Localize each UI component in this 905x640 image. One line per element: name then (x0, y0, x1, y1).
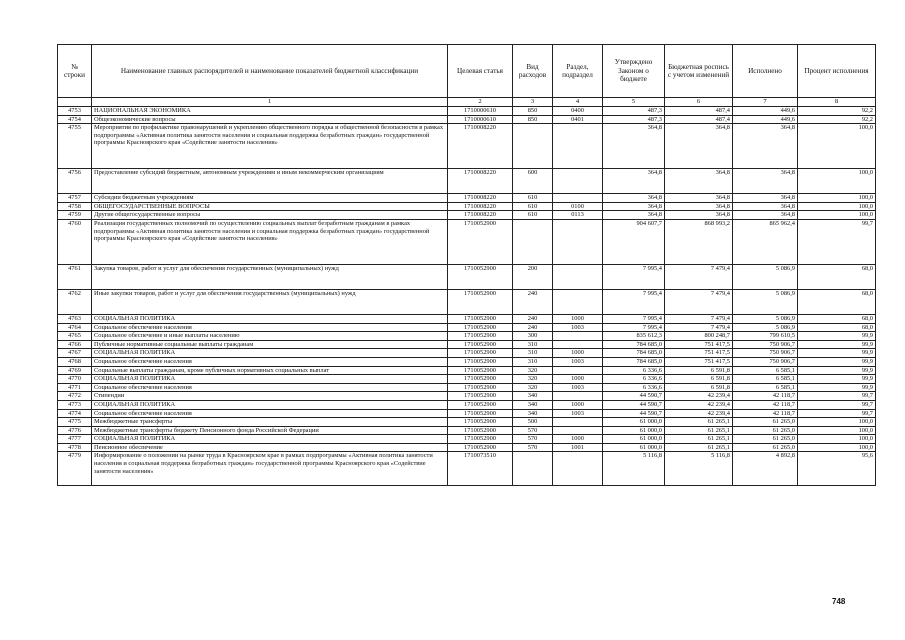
row-approved: 44 590,7 (603, 409, 665, 418)
row-target-article: 1710052900 (448, 264, 513, 289)
row-section (553, 392, 603, 401)
row-executed: 750 906,7 (733, 349, 798, 358)
row-percent: 100,0 (798, 194, 876, 203)
row-percent: 99,9 (798, 375, 876, 384)
table-row (58, 349, 876, 358)
table-row (58, 392, 876, 401)
row-executed: 42 118,7 (733, 392, 798, 401)
row-percent: 100,0 (798, 443, 876, 452)
row-name: Общеэкономические вопросы (92, 115, 448, 124)
column-number: 4 (553, 98, 603, 107)
column-number: 8 (798, 98, 876, 107)
row-budget-schedule: 6 591,8 (665, 383, 733, 392)
row-approved: 61 000,0 (603, 443, 665, 452)
row-expense-type: 570 (513, 435, 553, 444)
row-section (553, 418, 603, 427)
row-budget-schedule: 61 265,1 (665, 443, 733, 452)
row-expense-type: 310 (513, 349, 553, 358)
row-approved: 364,8 (603, 202, 665, 211)
row-executed: 364,8 (733, 169, 798, 194)
row-number: 4774 (58, 409, 92, 418)
row-executed: 865 962,4 (733, 219, 798, 264)
row-target-article: 1710052900 (448, 418, 513, 427)
row-executed: 750 906,7 (733, 340, 798, 349)
row-section: 0401 (553, 115, 603, 124)
row-executed: 799 610,5 (733, 332, 798, 341)
row-section (553, 124, 603, 169)
row-target-article: 1710000610 (448, 107, 513, 116)
row-approved: 61 000,0 (603, 426, 665, 435)
row-budget-schedule: 751 417,5 (665, 340, 733, 349)
row-name: Пенсионное обеспечение (92, 443, 448, 452)
table-row (58, 124, 876, 169)
table-row (58, 115, 876, 124)
row-name: Социальное обеспечение населения (92, 323, 448, 332)
row-percent: 68,0 (798, 314, 876, 323)
row-name: Предоставление субсидий бюджетным, автономным учреждениям и иным некоммерческим организациям (92, 169, 448, 194)
table-row (58, 323, 876, 332)
row-approved: 5 116,8 (603, 452, 665, 486)
row-target-article: 1710052900 (448, 409, 513, 418)
row-name: Публичные нормативные социальные выплаты гражданам (92, 340, 448, 349)
row-percent: 100,0 (798, 435, 876, 444)
row-percent: 99,9 (798, 332, 876, 341)
table-row (58, 409, 876, 418)
row-approved: 364,8 (603, 169, 665, 194)
row-target-article: 1710008220 (448, 124, 513, 169)
row-executed: 364,8 (733, 202, 798, 211)
table-row (58, 375, 876, 384)
row-budget-schedule: 487,4 (665, 107, 733, 116)
column-number (58, 98, 92, 107)
row-expense-type: 610 (513, 194, 553, 203)
column-number: 7 (733, 98, 798, 107)
row-name: Социальные выплаты гражданам, кроме публичных нормативных социальных выплат (92, 366, 448, 375)
row-section (553, 340, 603, 349)
row-section: 1000 (553, 349, 603, 358)
row-percent: 92,2 (798, 115, 876, 124)
row-approved: 487,3 (603, 107, 665, 116)
row-executed: 61 265,0 (733, 426, 798, 435)
row-executed: 750 906,7 (733, 357, 798, 366)
row-number: 4768 (58, 357, 92, 366)
row-target-article: 1710052900 (448, 314, 513, 323)
row-expense-type: 610 (513, 202, 553, 211)
row-target-article: 1710073510 (448, 452, 513, 486)
row-section: 1001 (553, 443, 603, 452)
header-target-article: Целевая статья (448, 45, 513, 98)
row-expense-type: 340 (513, 409, 553, 418)
header-name: Наименование главных распорядителей и наименование показателей бюджетной классификации (92, 45, 448, 98)
row-expense-type: 310 (513, 340, 553, 349)
row-section (553, 289, 603, 314)
document-page (57, 44, 875, 486)
row-percent: 99,9 (798, 340, 876, 349)
header-percent: Процент исполнения (798, 45, 876, 98)
row-percent: 99,7 (798, 400, 876, 409)
row-executed: 364,8 (733, 211, 798, 220)
header-section: Раздел, подраздел (553, 45, 603, 98)
row-executed: 42 118,7 (733, 409, 798, 418)
row-number: 4753 (58, 107, 92, 116)
row-section (553, 426, 603, 435)
table-row (58, 452, 876, 486)
row-approved: 61 000,0 (603, 418, 665, 427)
row-approved: 7 995,4 (603, 264, 665, 289)
row-target-article: 1710052900 (448, 332, 513, 341)
row-budget-schedule: 487,4 (665, 115, 733, 124)
table-body (58, 107, 876, 486)
row-target-article: 1710052900 (448, 289, 513, 314)
row-section (553, 169, 603, 194)
row-executed: 449,6 (733, 115, 798, 124)
row-expense-type: 240 (513, 323, 553, 332)
table-row (58, 314, 876, 323)
row-approved: 7 995,4 (603, 314, 665, 323)
row-number: 4755 (58, 124, 92, 169)
row-name: Мероприятия по профилактике правонарушений и укреплению общественного порядка и общественной безопасности в рамках подпрограммы «Активная политика занятости населения и социальная поддержка безработных граждан» государственной программы Красноярского края «Содействие занятости населения» (92, 124, 448, 169)
row-name: Иные закупки товаров, работ и услуг для обеспечения государственных (муниципальных) нужд (92, 289, 448, 314)
table-row (58, 219, 876, 264)
row-section (553, 366, 603, 375)
table-row (58, 194, 876, 203)
row-number: 4772 (58, 392, 92, 401)
row-budget-schedule: 7 479,4 (665, 264, 733, 289)
row-number: 4766 (58, 340, 92, 349)
row-expense-type: 320 (513, 383, 553, 392)
row-percent: 100,0 (798, 169, 876, 194)
row-number: 4761 (58, 264, 92, 289)
column-number: 3 (513, 98, 553, 107)
row-approved: 835 612,3 (603, 332, 665, 341)
header-budget-schedule: Бюджетная роспись с учетом изменений (665, 45, 733, 98)
row-expense-type: 320 (513, 366, 553, 375)
row-executed: 364,8 (733, 124, 798, 169)
row-expense-type: 240 (513, 289, 553, 314)
row-percent: 100,0 (798, 124, 876, 169)
row-target-article: 1710008220 (448, 211, 513, 220)
row-section: 1003 (553, 323, 603, 332)
table-row (58, 289, 876, 314)
row-name: ОБЩЕГОСУДАРСТВЕННЫЕ ВОПРОСЫ (92, 202, 448, 211)
row-section: 1003 (553, 383, 603, 392)
row-percent: 68,0 (798, 264, 876, 289)
row-expense-type: 570 (513, 443, 553, 452)
row-budget-schedule: 868 993,2 (665, 219, 733, 264)
row-percent: 99,7 (798, 392, 876, 401)
row-approved: 784 685,0 (603, 349, 665, 358)
row-expense-type: 300 (513, 332, 553, 341)
table-row (58, 443, 876, 452)
row-expense-type: 850 (513, 115, 553, 124)
row-number: 4763 (58, 314, 92, 323)
row-expense-type: 200 (513, 264, 553, 289)
header-approved: Утверждено Законом о бюджете (603, 45, 665, 98)
row-section (553, 194, 603, 203)
row-approved: 7 995,4 (603, 289, 665, 314)
row-budget-schedule: 751 417,5 (665, 349, 733, 358)
row-section: 0100 (553, 202, 603, 211)
row-number: 4759 (58, 211, 92, 220)
table-row (58, 426, 876, 435)
row-name: Стипендии (92, 392, 448, 401)
row-approved: 7 995,4 (603, 323, 665, 332)
row-name: Реализация государственных полномочий по осуществлению социальных выплат безработным гражданам в рамках подпрограммы «Активная политика занятости населения и социальная поддержка безработных граждан» государственной программы Красноярского края «Содействие занятости населения» (92, 219, 448, 264)
table-row (58, 366, 876, 375)
row-budget-schedule: 364,8 (665, 194, 733, 203)
table-row (58, 418, 876, 427)
row-approved: 784 685,0 (603, 340, 665, 349)
row-budget-schedule: 364,8 (665, 211, 733, 220)
row-budget-schedule: 42 239,4 (665, 392, 733, 401)
table-row (58, 400, 876, 409)
row-approved: 364,8 (603, 211, 665, 220)
row-target-article: 1710052900 (448, 340, 513, 349)
row-number: 4757 (58, 194, 92, 203)
header-executed: Исполнено (733, 45, 798, 98)
row-executed: 5 086,9 (733, 289, 798, 314)
row-name: НАЦИОНАЛЬНАЯ ЭКОНОМИКА (92, 107, 448, 116)
row-budget-schedule: 42 239,4 (665, 400, 733, 409)
row-number: 4771 (58, 383, 92, 392)
row-percent: 99,9 (798, 349, 876, 358)
row-target-article: 1710008220 (448, 169, 513, 194)
row-name: СОЦИАЛЬНАЯ ПОЛИТИКА (92, 400, 448, 409)
row-executed: 6 585,1 (733, 375, 798, 384)
row-executed: 5 086,9 (733, 314, 798, 323)
row-budget-schedule: 5 116,8 (665, 452, 733, 486)
row-section: 1000 (553, 375, 603, 384)
row-budget-schedule: 7 479,4 (665, 314, 733, 323)
row-number: 4756 (58, 169, 92, 194)
row-percent: 99,9 (798, 383, 876, 392)
row-executed: 6 585,1 (733, 366, 798, 375)
row-expense-type (513, 219, 553, 264)
row-target-article: 1710000610 (448, 115, 513, 124)
row-budget-schedule: 61 265,1 (665, 435, 733, 444)
row-expense-type: 610 (513, 211, 553, 220)
table-row (58, 340, 876, 349)
row-number: 4776 (58, 426, 92, 435)
row-percent: 99,7 (798, 409, 876, 418)
row-percent: 68,0 (798, 289, 876, 314)
row-percent: 95,6 (798, 452, 876, 486)
row-name: Закупка товаров, работ и услуг для обеспечения государственных (муниципальных) нужд (92, 264, 448, 289)
row-percent: 100,0 (798, 211, 876, 220)
row-approved: 61 000,0 (603, 435, 665, 444)
row-number: 4779 (58, 452, 92, 486)
row-number: 4765 (58, 332, 92, 341)
row-approved: 904 607,7 (603, 219, 665, 264)
row-budget-schedule: 42 239,4 (665, 409, 733, 418)
row-expense-type: 340 (513, 392, 553, 401)
row-approved: 44 590,7 (603, 392, 665, 401)
row-target-article: 1710008220 (448, 202, 513, 211)
row-executed: 61 265,0 (733, 443, 798, 452)
row-name: Межбюджетные трансферты бюджету Пенсионного фонда Российской Федерации (92, 426, 448, 435)
row-section: 1003 (553, 357, 603, 366)
row-section (553, 452, 603, 486)
table-row (58, 211, 876, 220)
row-number: 4762 (58, 289, 92, 314)
row-executed: 6 585,1 (733, 383, 798, 392)
column-number: 5 (603, 98, 665, 107)
row-expense-type: 320 (513, 375, 553, 384)
row-section: 0113 (553, 211, 603, 220)
row-approved: 6 336,6 (603, 375, 665, 384)
row-number: 4764 (58, 323, 92, 332)
row-approved: 364,8 (603, 194, 665, 203)
row-target-article: 1710052900 (448, 375, 513, 384)
row-expense-type: 500 (513, 418, 553, 427)
row-budget-schedule: 364,8 (665, 202, 733, 211)
row-number: 4778 (58, 443, 92, 452)
row-name: Субсидии бюджетным учреждениям (92, 194, 448, 203)
row-budget-schedule: 61 265,1 (665, 426, 733, 435)
row-name: Социальное обеспечение населения (92, 357, 448, 366)
row-executed: 61 265,0 (733, 418, 798, 427)
row-name: СОЦИАЛЬНАЯ ПОЛИТИКА (92, 349, 448, 358)
column-number: 2 (448, 98, 513, 107)
row-number: 4767 (58, 349, 92, 358)
row-budget-schedule: 6 591,8 (665, 375, 733, 384)
row-executed: 449,6 (733, 107, 798, 116)
table-row (58, 264, 876, 289)
row-target-article: 1710052900 (448, 392, 513, 401)
row-executed: 61 265,0 (733, 435, 798, 444)
table-row (58, 357, 876, 366)
row-budget-schedule: 6 591,8 (665, 366, 733, 375)
row-executed: 364,8 (733, 194, 798, 203)
row-expense-type: 240 (513, 314, 553, 323)
page-number: 748 (832, 597, 846, 606)
row-target-article: 1710052900 (448, 400, 513, 409)
table-row (58, 332, 876, 341)
row-number: 4775 (58, 418, 92, 427)
column-number-row (58, 98, 876, 107)
row-number: 4777 (58, 435, 92, 444)
row-percent: 68,0 (798, 323, 876, 332)
row-number: 4758 (58, 202, 92, 211)
row-number: 4760 (58, 219, 92, 264)
row-target-article: 1710052900 (448, 219, 513, 264)
row-section (553, 219, 603, 264)
row-name: Информирование о положении на рынке труда в Красноярском крае в рамках подпрограммы «Активная политика занятости населения и социальная поддержка безработных граждан» государственной программы Красноярского края «Содействие занятости населения» (92, 452, 448, 486)
column-number: 6 (665, 98, 733, 107)
row-expense-type (513, 124, 553, 169)
row-name: Социальное обеспечение населения (92, 409, 448, 418)
row-expense-type: 340 (513, 400, 553, 409)
row-expense-type: 600 (513, 169, 553, 194)
row-section (553, 332, 603, 341)
row-budget-schedule: 751 417,5 (665, 357, 733, 366)
row-percent: 99,9 (798, 357, 876, 366)
row-approved: 6 336,6 (603, 366, 665, 375)
table-header-row (58, 45, 876, 98)
row-number: 4773 (58, 400, 92, 409)
row-executed: 4 892,8 (733, 452, 798, 486)
row-target-article: 1710052900 (448, 357, 513, 366)
row-approved: 6 336,6 (603, 383, 665, 392)
row-target-article: 1710052900 (448, 383, 513, 392)
row-budget-schedule: 61 265,1 (665, 418, 733, 427)
row-percent: 99,9 (798, 366, 876, 375)
row-expense-type (513, 452, 553, 486)
row-number: 4770 (58, 375, 92, 384)
header-expense-type: Вид расходов (513, 45, 553, 98)
budget-execution-table (57, 44, 876, 486)
table-row (58, 383, 876, 392)
row-target-article: 1710052900 (448, 426, 513, 435)
row-target-article: 1710008220 (448, 194, 513, 203)
row-budget-schedule: 7 479,4 (665, 323, 733, 332)
row-target-article: 1710052900 (448, 323, 513, 332)
table-row (58, 202, 876, 211)
table-row (58, 107, 876, 116)
row-section: 1000 (553, 435, 603, 444)
table-row (58, 435, 876, 444)
row-approved: 487,3 (603, 115, 665, 124)
row-section (553, 264, 603, 289)
header-row-number: № строки (58, 45, 92, 98)
row-name: Другие общегосударственные вопросы (92, 211, 448, 220)
column-number: 1 (92, 98, 448, 107)
row-target-article: 1710052900 (448, 349, 513, 358)
row-budget-schedule: 364,8 (665, 124, 733, 169)
row-expense-type: 310 (513, 357, 553, 366)
row-number: 4769 (58, 366, 92, 375)
row-target-article: 1710052900 (448, 366, 513, 375)
row-name: Межбюджетные трансферты (92, 418, 448, 427)
row-percent: 100,0 (798, 426, 876, 435)
row-target-article: 1710052900 (448, 443, 513, 452)
row-name: Социальное обеспечение населения (92, 383, 448, 392)
row-percent: 100,0 (798, 418, 876, 427)
row-name: СОЦИАЛЬНАЯ ПОЛИТИКА (92, 314, 448, 323)
row-executed: 5 086,9 (733, 323, 798, 332)
row-approved: 364,8 (603, 124, 665, 169)
row-executed: 5 086,9 (733, 264, 798, 289)
row-budget-schedule: 800 248,7 (665, 332, 733, 341)
row-expense-type: 850 (513, 107, 553, 116)
row-name: СОЦИАЛЬНАЯ ПОЛИТИКА (92, 435, 448, 444)
row-number: 4754 (58, 115, 92, 124)
row-budget-schedule: 7 479,4 (665, 289, 733, 314)
row-approved: 44 590,7 (603, 400, 665, 409)
row-section: 1000 (553, 400, 603, 409)
row-approved: 784 685,0 (603, 357, 665, 366)
row-section: 1003 (553, 409, 603, 418)
row-executed: 42 118,7 (733, 400, 798, 409)
row-expense-type: 570 (513, 426, 553, 435)
row-budget-schedule: 364,8 (665, 169, 733, 194)
row-section: 0400 (553, 107, 603, 116)
row-percent: 92,2 (798, 107, 876, 116)
row-percent: 99,7 (798, 219, 876, 264)
row-name: Социальное обеспечение и иные выплаты населению (92, 332, 448, 341)
row-section: 1000 (553, 314, 603, 323)
row-target-article: 1710052900 (448, 435, 513, 444)
table-row (58, 169, 876, 194)
row-percent: 100,0 (798, 202, 876, 211)
row-name: СОЦИАЛЬНАЯ ПОЛИТИКА (92, 375, 448, 384)
